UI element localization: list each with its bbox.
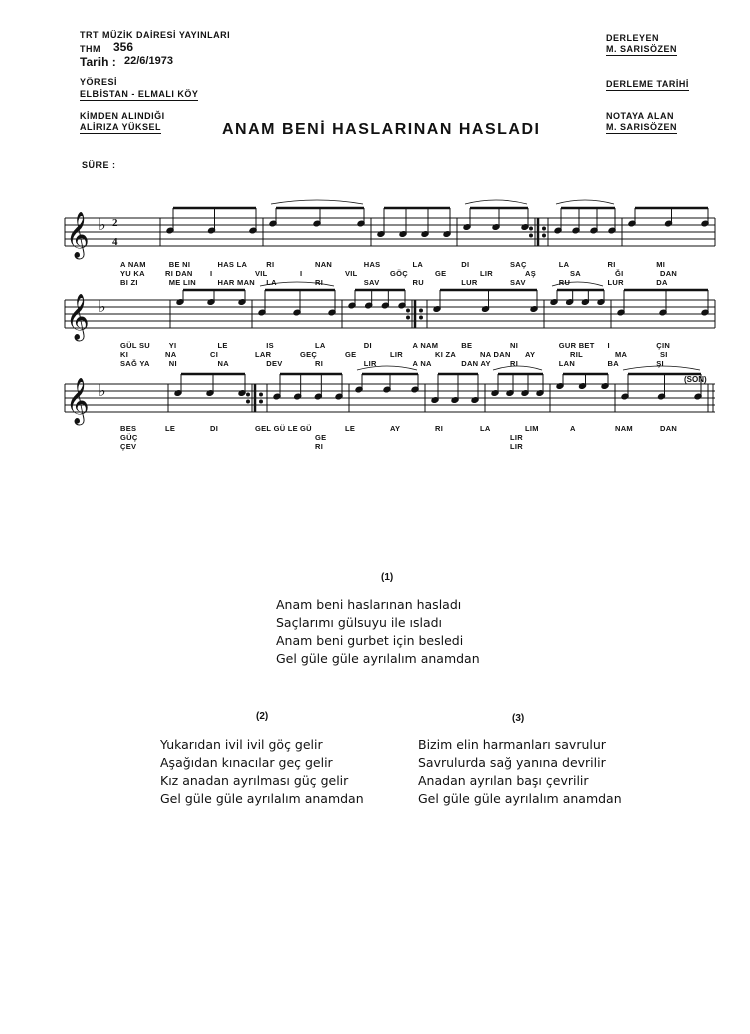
lyric-syllable: RI [315, 278, 324, 287]
lyric-syllable: MI [656, 260, 666, 269]
lyric-syllable: SA [570, 269, 582, 278]
verse-line: Yukarıdan ivil ivil göç gelir [160, 737, 323, 752]
repeat-dot [407, 316, 410, 319]
lyric-syllable: GEÇ [300, 350, 318, 359]
lyric-syllable: GUR BET [558, 341, 595, 350]
lyric-syllable: A NA [412, 359, 432, 368]
lyric-syllable: NI [168, 359, 177, 368]
lyric-syllable: LIR [390, 350, 403, 359]
lyric-syllable: DA [656, 278, 668, 287]
lyric-syllable: BE [461, 341, 473, 350]
date-value: 22/6/1973 [124, 55, 173, 67]
thm-number: 356 [113, 40, 134, 54]
notation-label: NOTAYA ALAN [606, 111, 675, 121]
repeat-dot [247, 393, 250, 396]
collector-value: M. SARISÖZEN [606, 44, 678, 54]
verse-2-number: (2) [256, 711, 269, 722]
repeat-dot [543, 234, 546, 237]
slur [271, 200, 363, 204]
verse-line: Anadan ayrılan başı çevrilir [418, 773, 589, 788]
date-label: Tarih : [80, 55, 116, 69]
lyric-syllable: SAÇ [510, 260, 527, 269]
verse-line: Aşağıdan kınacılar geç gelir [160, 755, 333, 770]
lyric-syllable: NAN [315, 260, 333, 269]
lyric-syllable: NI [510, 341, 519, 350]
repeat-dot [407, 309, 410, 312]
verse-1-number: (1) [381, 572, 394, 583]
treble-clef: 𝄞 [66, 378, 90, 424]
lyric-syllable: ÇEV [120, 442, 137, 451]
lyric-syllable: GÜÇ [120, 433, 138, 442]
treble-clef: 𝄞 [66, 212, 90, 258]
lyric-syllable: IS [266, 341, 274, 350]
music-score [0, 0, 750, 470]
lyric-syllable: DI [210, 424, 219, 433]
lyric-syllable: GE [435, 269, 447, 278]
lyric-syllable: GE [345, 350, 357, 359]
verse-3 [418, 736, 622, 808]
lyric-syllable: BES [120, 424, 137, 433]
lyric-syllable: LA [412, 260, 424, 269]
lyric-syllable: DAN [660, 424, 678, 433]
lyric-syllable: KI ZA [435, 350, 457, 359]
lyric-syllable: GÜ [300, 424, 312, 433]
lyric-syllable: RU [558, 278, 571, 287]
lyric-syllable: CI [210, 350, 219, 359]
lyric-syllable: LA [558, 260, 570, 269]
lyric-syllable: LAN [558, 359, 576, 368]
lyric-syllable: LA [480, 424, 491, 433]
lyric-syllable: NAM [615, 424, 633, 433]
flat-key-signature: ♭ [98, 381, 106, 400]
lyric-syllable: AŞ [525, 269, 537, 278]
lyric-syllable: LE [345, 424, 356, 433]
treble-clef: 𝄞 [66, 294, 90, 340]
lyric-syllable: BE NI [168, 260, 191, 269]
verse-line: Anam beni gurbet için besledi [276, 633, 464, 648]
lyric-syllable: SI [660, 350, 668, 359]
flat-key-signature: ♭ [98, 297, 106, 316]
repeat-dot [260, 393, 263, 396]
time-signature-bottom: 4 [112, 236, 118, 248]
lyric-syllable: ŞI [656, 359, 664, 368]
lyric-syllable: HAS LA [217, 260, 248, 269]
verse-1 [276, 596, 480, 668]
flat-key-signature: ♭ [98, 215, 106, 234]
lyric-syllable: LIR [510, 442, 523, 451]
lyric-syllable: HAR MAN [217, 278, 256, 287]
lyric-syllable: YI [168, 341, 177, 350]
verse-line: Gel güle güle ayrılalım anamdan [418, 791, 622, 806]
verse-3-number: (3) [512, 713, 525, 724]
lyric-syllable: MA [615, 350, 628, 359]
lyric-syllable: NA [217, 359, 229, 368]
lyric-syllable: I [300, 269, 303, 278]
repeat-dot [530, 227, 533, 230]
lyric-syllable: DI [461, 260, 470, 269]
lyric-syllable: SAĞ YA [120, 359, 150, 368]
lyric-syllable: RI [315, 442, 324, 451]
verse-line: Saçlarımı gülsuyu ile ısladı [276, 615, 443, 630]
lyric-syllable: LA [266, 278, 277, 287]
lyric-syllable: ĞI [615, 269, 624, 278]
song-title: ANAM BENİ HASLARINAN HASLADI [222, 121, 541, 138]
lyric-syllable: A NAM [412, 341, 439, 350]
thm-label: THM [80, 44, 101, 54]
lyric-syllable: LIR [510, 433, 523, 442]
region-value: ELBİSTAN - ELMALI KÖY [80, 89, 199, 99]
lyric-syllable: LUR [607, 278, 624, 287]
publisher-line: TRT MÜZİK DAİRESİ YAYINLARI [80, 30, 231, 40]
repeat-dot [247, 400, 250, 403]
lyric-syllable: RI [266, 260, 275, 269]
lyric-syllable: LIM [525, 424, 539, 433]
verse-line: Bizim elin harmanları savrulur [418, 737, 606, 752]
lyric-syllable: A NAM [120, 260, 146, 269]
verse-line: Kız anadan ayrılması güç gelir [160, 773, 349, 788]
lyric-syllable: NA DAN [480, 350, 511, 359]
lyric-syllable: RI [435, 424, 444, 433]
lyric-syllable: LE [165, 424, 176, 433]
lyric-syllable: ME LIN [168, 278, 196, 287]
lyric-syllable: LA [315, 341, 326, 350]
end-mark: (SON) [684, 375, 707, 384]
lyric-syllable: BA [607, 359, 619, 368]
verse-line: Gel güle güle ayrılalım anamdan [276, 651, 480, 666]
lyric-syllable: DEV [266, 359, 283, 368]
verse-line: Gel güle güle ayrılalım anamdan [160, 791, 364, 806]
slur [465, 200, 527, 204]
source-value: ALİRIZA YÜKSEL [80, 122, 162, 132]
repeat-dot [420, 309, 423, 312]
duration-label: SÜRE : [82, 160, 116, 170]
lyric-syllable: GÜL SU [120, 341, 150, 350]
collector-label: DERLEYEN [606, 33, 660, 43]
lyric-syllable: I [607, 341, 610, 350]
lyric-syllable: NA [165, 350, 177, 359]
lyric-syllable: LAR [255, 350, 272, 359]
lyric-syllable: LIR [363, 359, 377, 368]
verse-2 [160, 736, 364, 808]
time-signature-top: 2 [112, 217, 118, 229]
lyric-syllable: SAV [510, 278, 526, 287]
lyric-syllable: RI DAN [165, 269, 193, 278]
repeat-dot [530, 234, 533, 237]
lyric-syllable: A [570, 424, 576, 433]
lyric-syllable: AY [390, 424, 401, 433]
lyric-syllable: DAN AY [461, 359, 491, 368]
lyric-syllable: VIL [255, 269, 268, 278]
lyric-syllable: I [210, 269, 213, 278]
lyric-syllable: HAS [363, 260, 381, 269]
lyric-syllable: RI [315, 359, 324, 368]
notation-value: M. SARISÖZEN [606, 122, 678, 132]
lyric-syllable: RI [510, 359, 519, 368]
lyric-syllable: GEL GÜ LE [255, 424, 298, 433]
lyric-syllable: AY [525, 350, 536, 359]
lyric-syllable: GE [315, 433, 327, 442]
repeat-dot [543, 227, 546, 230]
lyric-syllable: BI ZI [120, 278, 138, 287]
lyric-syllable: LIR [480, 269, 493, 278]
repeat-dot [260, 400, 263, 403]
verse-line: Savrulurda sağ yanına devrilir [418, 755, 606, 770]
lyric-syllable: RI [607, 260, 616, 269]
lyric-syllable: YU KA [120, 269, 145, 278]
lyric-syllable: LUR [461, 278, 478, 287]
lyric-syllable: KI [120, 350, 129, 359]
verse-line: Anam beni haslarınan hasladı [276, 597, 462, 612]
lyric-syllable: ÇIN [656, 341, 671, 350]
lyric-syllable: DAN [660, 269, 678, 278]
lyric-syllable: RU [412, 278, 424, 287]
lyric-syllable: VIL [345, 269, 358, 278]
repeat-dot [420, 316, 423, 319]
score-marks [66, 200, 709, 426]
lyric-syllable: GÖÇ [390, 269, 408, 278]
lyric-syllable: RIL [570, 350, 583, 359]
slur [556, 200, 614, 204]
lyric-syllable: SAV [363, 278, 380, 287]
lyric-syllable: LE [217, 341, 228, 350]
source-label: KİMDEN ALINDIĞI [80, 111, 165, 121]
lyric-syllable: DI [363, 341, 372, 350]
region-label: YÖRESİ [80, 77, 118, 87]
collection-date-label: DERLEME TARİHİ [606, 79, 689, 89]
